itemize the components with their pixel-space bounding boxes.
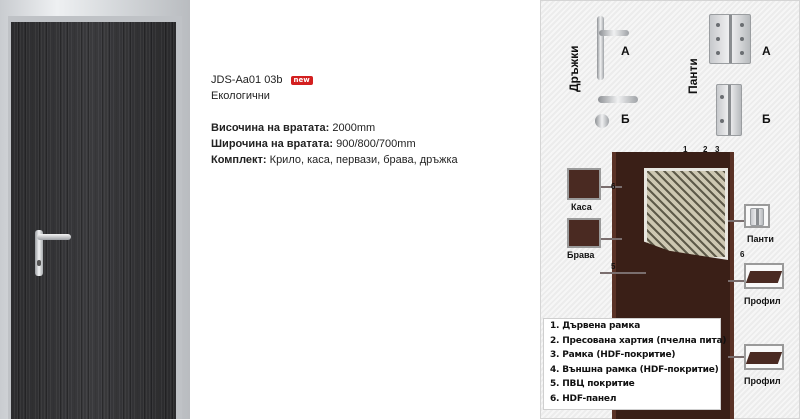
spec-kit-value: Крило, каса, первази, брава, дръжка [269, 154, 458, 166]
door-photo [0, 0, 190, 419]
marker-2: 2 [703, 145, 708, 154]
legend-item: 4. Външна рамка (HDF-покритие) [550, 364, 719, 375]
product-subtitle: Екологични [211, 90, 270, 102]
connector-line [600, 272, 646, 274]
product-model: JDS-Aa01 03b [211, 74, 283, 86]
keyhole [37, 260, 41, 266]
door-leaf [11, 22, 176, 419]
handle-b-rosette-icon [595, 114, 609, 128]
legend-item: 6. HDF-панел [550, 393, 617, 404]
handle-b-label: Б [621, 112, 630, 126]
connector-line [728, 356, 744, 358]
profile-thumbnail-1 [744, 263, 784, 289]
spec-height-value: 2000mm [332, 122, 376, 134]
spec-width-value: 900/800/700mm [336, 138, 416, 150]
legend-item: 5. ПВЦ покритие [550, 379, 635, 390]
hinge-a-label: А [762, 44, 771, 58]
hinge-b-label: Б [762, 112, 771, 126]
spec-kit [211, 152, 531, 168]
connector-line [600, 238, 622, 240]
spec-height-label: Височина на вратата: [211, 122, 330, 134]
handle-a-lever-icon [599, 30, 629, 36]
handle-a-label: А [621, 44, 630, 58]
connector-line [728, 280, 744, 282]
connector-line [728, 220, 744, 222]
construction-legend [543, 318, 727, 410]
new-badge: new [291, 76, 313, 85]
spec-width-label: Широчина на вратата: [211, 138, 334, 150]
marker-6-left: 6 [611, 182, 616, 191]
marker-1: 1 [683, 145, 688, 154]
legend-item: 2. Пресована хартия (пчелна пита) [550, 335, 727, 346]
hinge-thumbnail [744, 204, 770, 228]
profile-label-2: Профил [744, 376, 781, 386]
lock-thumbnail [567, 218, 601, 248]
lock-label: Брава [567, 250, 595, 260]
profile-thumbnail-2 [744, 344, 784, 370]
legend-item: 3. Рамка (HDF-покритие) [550, 350, 676, 361]
model-line [211, 72, 531, 88]
spec-height [211, 120, 531, 136]
spec-kit-label: Комплект: [211, 154, 267, 166]
hinges-label: Панти [747, 234, 774, 244]
legend-item: 1. Дървена рамка [550, 321, 641, 331]
door-handle-lever [37, 234, 71, 240]
handle-b-icon [598, 96, 638, 103]
handles-title: Дръжки [567, 45, 581, 92]
profile-label-1: Профил [744, 296, 781, 306]
marker-6-right: 6 [740, 250, 745, 259]
marker-5: 5 [611, 262, 616, 271]
spec-width [211, 136, 531, 152]
frame-thumbnail [567, 168, 601, 200]
frame-label: Каса [571, 202, 592, 212]
handle-a-icon [597, 16, 604, 80]
product-specs [211, 72, 531, 168]
hinge-a-icon [709, 14, 751, 64]
hinges-title: Панти [686, 58, 700, 94]
hinge-b-icon [716, 84, 742, 136]
marker-3: 3 [715, 145, 720, 154]
